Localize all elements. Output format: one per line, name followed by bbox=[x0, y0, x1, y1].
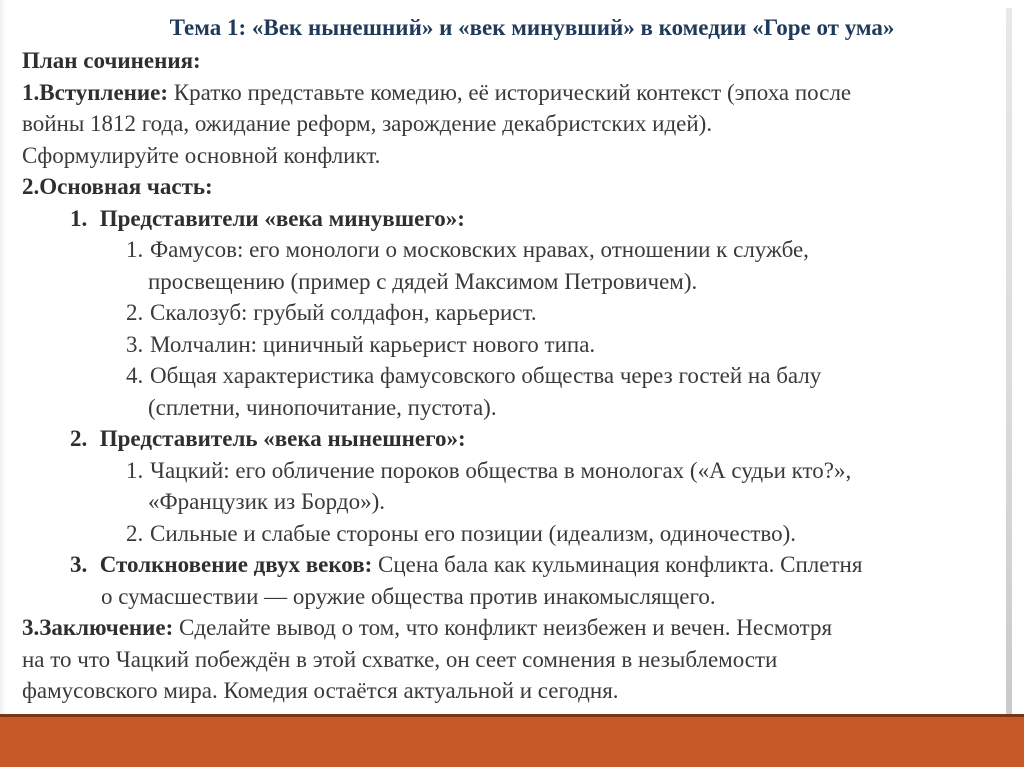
list-item: 1. Чацкий: его обличение пороков общества в монологах («А судьи кто?», bbox=[126, 457, 852, 483]
section-1-heading: 1. Представители «века минувшего»: bbox=[70, 205, 465, 231]
main-heading: 2.Основная часть: bbox=[22, 174, 213, 199]
section-2-heading: 2. Представитель «века нынешнего»: bbox=[70, 426, 466, 451]
list-item-continued: просвещению (пример с дядей Максимом Петровичем). bbox=[148, 268, 698, 294]
right-frame-edge bbox=[1006, 8, 1012, 743]
conclusion-line-3: фамусовского мира. Комедия остаётся актуальной и сегодня. bbox=[22, 678, 619, 703]
intro-line-1: 1.Вступление: Кратко представьте комедию, её исторический контекст (эпоха после bbox=[22, 79, 852, 105]
list-item: 2. Скалозуб: грубый солдафон, карьерист. bbox=[126, 300, 537, 325]
list-item: 2. Сильные и слабые стороны его позиции (идеализм, одиночество). bbox=[126, 520, 797, 546]
bottom-decorative-band bbox=[0, 714, 1024, 767]
intro-label: 1.Вступление: bbox=[22, 79, 169, 105]
conclusion-label: 3.Заключение: bbox=[22, 615, 174, 640]
conclusion-line-2: на то что Чацкий побеждён в этой схватке, он сеет сомнения в незыблемости bbox=[22, 646, 778, 672]
plan-heading: План сочинения: bbox=[22, 48, 201, 73]
list-item-continued: «Французик из Бордо»). bbox=[148, 489, 385, 514]
conclusion-line-1: 3.Заключение: Сделайте вывод о том, что конфликт неизбежен и вечен. Несмотря bbox=[22, 615, 833, 640]
intro-line-3: Сформулируйте основной конфликт. bbox=[22, 142, 381, 168]
list-item-continued: (сплетни, чинопочитание, пустота). bbox=[148, 394, 497, 420]
intro-line-2: войны 1812 года, ожидание реформ, зарождение декабристских идей). bbox=[22, 111, 713, 136]
list-item: 4. Общая характеристика фамусовского общества через гостей на балу bbox=[126, 363, 822, 388]
list-item: 1. Фамусов: его монологи о московских нравах, отношении к службе, bbox=[126, 237, 809, 262]
slide-content bbox=[22, 0, 1002, 707]
section-3-continued: о сумасшествии — оружие общества против инакомыслящего. bbox=[101, 583, 716, 609]
slide-title: Тема 1: «Век нынешний» и «век минувший» в комедии «Горе от ума» bbox=[169, 15, 895, 40]
section-3-heading: 3. Столкновение двух веков: Сцена бала как кульминация конфликта. Сплетня bbox=[70, 552, 863, 577]
left-shadow bbox=[0, 0, 6, 767]
list-item: 3. Молчалин: циничный карьерист нового типа. bbox=[126, 331, 596, 357]
